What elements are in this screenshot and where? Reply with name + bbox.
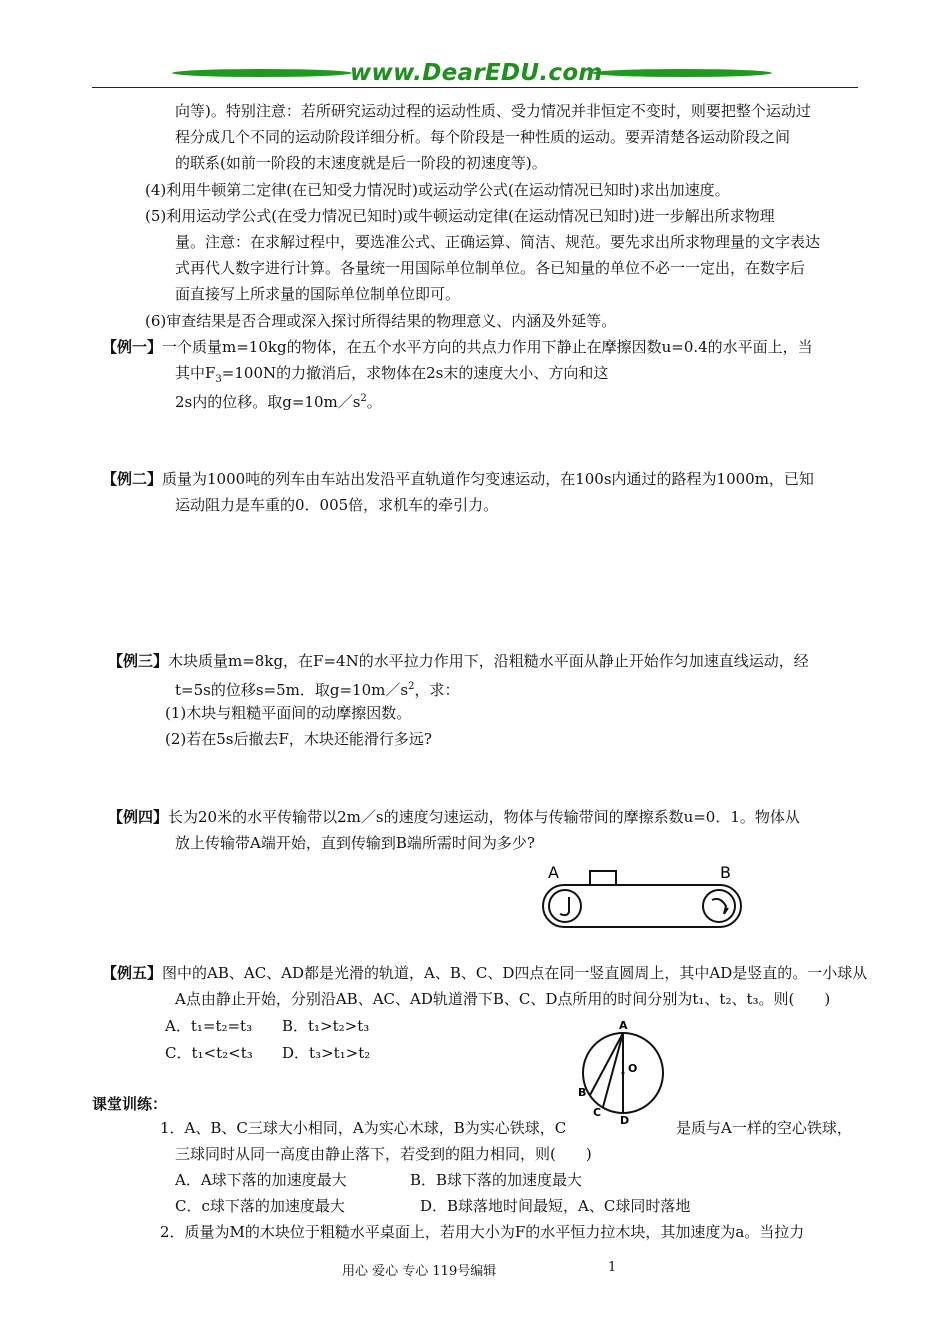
example-5-text: 图中的AB、AC、AD都是光滑的轨道，A、B、C、D四点在同一竖直圆周上，其中AD是竖直的。一小球从 (162, 964, 868, 982)
step-5-line: 式再代人数字进行计算。各量统一用国际单位制单位。各已知量的单位不必一一定出，在数字后 (175, 259, 806, 277)
example-3-question-2: (2)若在5s后撤去F，木块还能滑行多远? (165, 730, 432, 748)
point-b-label: B (578, 1086, 587, 1099)
example-1-text: 一个质量m=10kg的物体，在五个水平方向的共点力作用下静止在摩擦因数u=0.4的水平面上，当 (162, 338, 813, 356)
point-c-label: C (593, 1106, 602, 1119)
example-2-text: 质量为1000吨的列车由车站出发沿平直轨道作匀变速运动，在100s内通过的路程为1000m，已知 (162, 470, 814, 488)
example-4-line: 放上传输带A端开始，直到传输到B端所需时间为多少? (175, 834, 535, 852)
step-5-line: 面直接写上所求量的国际单位制单位即可。 (175, 285, 461, 303)
rotation-arrow-left-icon (560, 897, 569, 915)
point-d-label: D (620, 1114, 630, 1127)
example-2-line (102, 468, 814, 490)
example-3-text: 木块质量m=8kg，在F=4N的水平拉力作用下，沿粗糙水平面从静止开始作匀加速直线运动，经 (168, 652, 809, 670)
site-logo[interactable]: www.DearEDU.com (350, 60, 603, 86)
practice-q1-part-b: 是质与A一样的空心铁球， (676, 1119, 852, 1137)
text: =100N的力撤消后，求物体在2s末的速度大小、方向和这 (221, 364, 609, 382)
subscript: 3 (215, 374, 222, 385)
center-dot (622, 1072, 625, 1075)
page-number: 1 (608, 1260, 617, 1275)
example-2-tag: 【例二】 (102, 470, 163, 488)
label-a: A (548, 863, 559, 882)
header-swoosh-left (172, 69, 352, 77)
example-1-tag: 【例一】 (102, 338, 163, 356)
example-3-tag: 【例三】 (108, 652, 169, 670)
step-5-line: 量。注意：在求解过程中，要选准公式、正确运算、简洁、规范。要先求出所求物理量的文字表达 (175, 233, 821, 251)
conveyor-belt-diagram (540, 862, 750, 934)
text: 其中F (175, 364, 216, 382)
practice-q1-line: 三球同时从同一高度由静止落下，若受到的阻力相同，则( ) (175, 1145, 592, 1163)
header-rule (92, 87, 858, 88)
example-4-text: 长为20米的水平传输带以2m／s的速度匀速运动，物体与传输带间的摩擦系数u=0．1。物体从 (168, 808, 800, 826)
practice-q1-option-d: D．B球落地时间最短，A、C球同时落地 (420, 1197, 691, 1215)
point-a-label: A (619, 1019, 628, 1032)
point-o-label: O (628, 1062, 638, 1075)
example-2-line: 运动阻力是车重的0．005倍，求机车的牵引力。 (175, 496, 499, 514)
option-b: B．t₁>t₂>t₃ (282, 1017, 370, 1035)
example-3-question-1: (1)木块与粗糙平面间的动摩擦因数。 (165, 704, 412, 722)
practice-q1-option-a: A．A球下落的加速度最大 (175, 1171, 347, 1189)
example-4-line (108, 806, 800, 828)
text: t=5s的位移s=5m．取g=10m／s (175, 681, 409, 699)
example-1-line (175, 388, 382, 413)
example-3-line (175, 676, 459, 701)
practice-q1-option-c: C．c球下落的加速度最大 (175, 1197, 345, 1215)
right-roller (703, 890, 735, 922)
page-header (92, 58, 858, 90)
header-swoosh-right (592, 69, 772, 77)
superscript: 2 (408, 681, 415, 692)
practice-q1-part-a: 1．A、B、C三球大小相同，A为实心木球，B为实心铁球，C (160, 1119, 567, 1137)
example-5-line: A点由静止开始，分别沿AB、AC、AD轨道滑下B、C、D点所用的时间分别为t₁、t₂、t₃。则( ) (175, 990, 831, 1008)
label-b: B (720, 863, 731, 882)
step-4: (4)利用牛顿第二定律(在已知受力情况时)或运动学公式(在运动情况已知时)求出加速度。 (145, 181, 730, 199)
track-ac (603, 1033, 623, 1107)
text: 。 (366, 393, 382, 411)
step-5: (5)利用运动学公式(在受力情况已知时)或牛顿运动定律(在运动情况已知时)进一步解出所求物理 (145, 207, 775, 225)
text: 2s内的位移。取g=10m／s (175, 393, 361, 411)
example-1-line (102, 336, 813, 358)
practice-q1-option-b: B．B球下落的加速度最大 (410, 1171, 583, 1189)
example-4-tag: 【例四】 (108, 808, 169, 826)
paragraph-line: 向等)。特别注意：若所研究运动过程的运动性质、受力情况并非恒定不变时，则要把整个运动过 (175, 102, 811, 120)
circle-tracks-diagram (576, 1018, 670, 1126)
block-on-belt (590, 871, 616, 885)
left-roller (549, 890, 581, 922)
track-ab (590, 1033, 623, 1095)
example-3-line (108, 650, 809, 672)
option-c: C．t₁<t₂<t₃ (165, 1044, 253, 1062)
example-5-line (102, 962, 867, 984)
practice-q2: 2．质量为M的木块位于粗糙水平桌面上，若用大小为F的水平恒力拉木块，其加速度为a。当拉力 (160, 1223, 805, 1241)
example-1-line (175, 362, 608, 391)
step-6: (6)审查结果是否合理或深入探讨所得结果的物理意义、内涵及外延等。 (145, 312, 617, 330)
paragraph-line: 的联系(如前一阶段的末速度就是后一阶段的初速度等)。 (175, 154, 547, 172)
paragraph-line: 程分成几个不同的运动阶段详细分析。每个阶段是一种性质的运动。要弄清楚各运动阶段之间 (175, 128, 791, 146)
practice-heading: 课堂训练： (92, 1095, 168, 1113)
footer-text: 用心 爱心 专心 119号编辑 (342, 1264, 497, 1279)
option-d: D．t₃>t₁>t₂ (282, 1044, 371, 1062)
rotation-arrow-right-icon (712, 899, 728, 914)
superscript: 2 (360, 393, 367, 404)
option-a: A．t₁=t₂=t₃ (165, 1017, 253, 1035)
text: ，求： (414, 681, 460, 699)
example-5-tag: 【例五】 (102, 964, 163, 982)
